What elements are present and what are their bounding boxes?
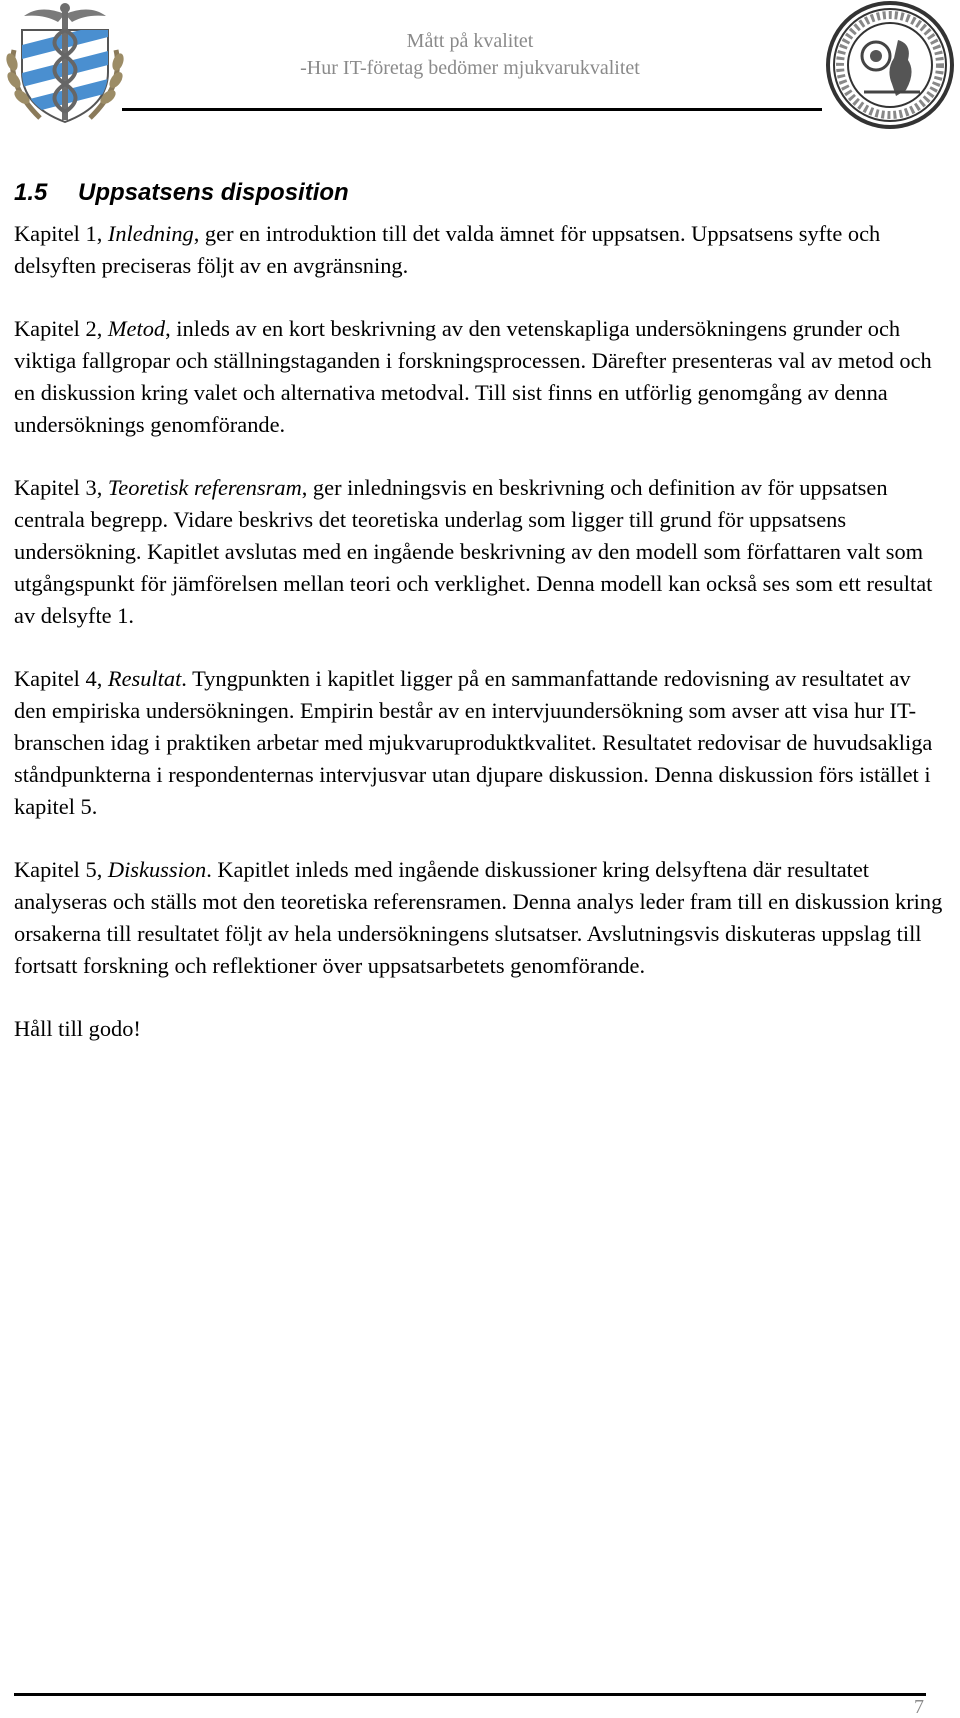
running-header — [220, 28, 720, 82]
header-title: Mått på kvalitet — [406, 30, 534, 52]
paragraph-lead: Kapitel 5, — [14, 857, 108, 882]
footer-rule — [14, 1693, 926, 1696]
section-number: 1.5 — [14, 179, 48, 206]
chapter-name: Diskussion — [107, 857, 207, 882]
paragraph-text: . Kapitlet inleds med ingående diskussioner kring delsyftena där resultatet analyseras och ställs mot den teoretiska referensramen. Denna analys leder fram till en diskussion kring orsakerna till resultatet följt av hela undersökningens slutsatser. Avslutningsvis diskuteras uppslag till fortsatt forskning och reflektioner över uppsatsarbetets genomförande. — [14, 857, 943, 978]
header-subtitle: -Hur IT-företag bedömer mjukvarukvalitet — [300, 57, 640, 79]
paragraph-chapter-1 — [14, 218, 944, 282]
paragraph-chapter-2 — [14, 313, 944, 441]
chapter-name: Resultat — [107, 666, 182, 691]
closing-line: Håll till godo! — [14, 1016, 141, 1041]
chapter-name: Metod — [107, 316, 166, 341]
paragraph-lead: Kapitel 4, — [14, 666, 108, 691]
paragraph-chapter-3 — [14, 472, 944, 632]
paragraph-chapter-4 — [14, 663, 944, 823]
chapter-name: Inledning — [107, 221, 194, 246]
paragraph-lead: Kapitel 3, — [14, 475, 108, 500]
paragraph-text: , inleds av en kort beskrivning av den vetenskapliga undersökningens grunder och viktiga fallgropar och ställningstaganden i forskningsprocessen. Därefter presenteras val av metod och en diskussion kring valet och alternativa metodval. Till sist finns en utförlig genomgång av denna undersöknings genomförande. — [14, 316, 932, 437]
university-seal-icon — [820, 0, 960, 130]
caduceus-shield-logo-icon — [0, 0, 130, 130]
page-number: 7 — [914, 1696, 924, 1718]
paragraph-chapter-5 — [14, 854, 944, 982]
paragraph-lead: Kapitel 1, — [14, 221, 108, 246]
paragraph-lead: Kapitel 2, — [14, 316, 108, 341]
paragraph-text: . Tyngpunkten i kapitlet ligger på en sammanfattande redovisning av resultatet av den empiriska undersökningen. Empirin består av en intervjuundersökning som avser att visa hur IT-branschen idag i praktiken arbetar med mjukvaruproduktkvalitet. Resultatet redovisar de huvudsakliga ståndpunkterna i respondenternas intervjusvar utan djupare diskussion. Denna diskussion förs istället i kapitel 5. — [14, 666, 933, 819]
paragraph-text: , ger en introduktion till det valda ämnet för uppsatsen. Uppsatsens syfte och delsyften preciseras följt av en avgränsning. — [14, 221, 881, 278]
section-title: Uppsatsens disposition — [78, 179, 349, 206]
body-text — [14, 218, 944, 1076]
paragraph-text: , ger inledningsvis en beskrivning och definition av för uppsatsen centrala begrepp. Vidare beskrivs det teoretiska underlag som ligger till grund för uppsatsens undersökning. Kapitlet avslutas med en ingående beskrivning av den modell som författaren valt som utgångspunkt för jämförelsen mellan teori och verklighet. Denna modell kan också ses som ett resultat av delsyfte 1. — [14, 475, 933, 628]
section-heading — [14, 178, 349, 208]
header-rule — [122, 108, 822, 111]
chapter-name: Teoretisk referensram — [107, 475, 302, 500]
